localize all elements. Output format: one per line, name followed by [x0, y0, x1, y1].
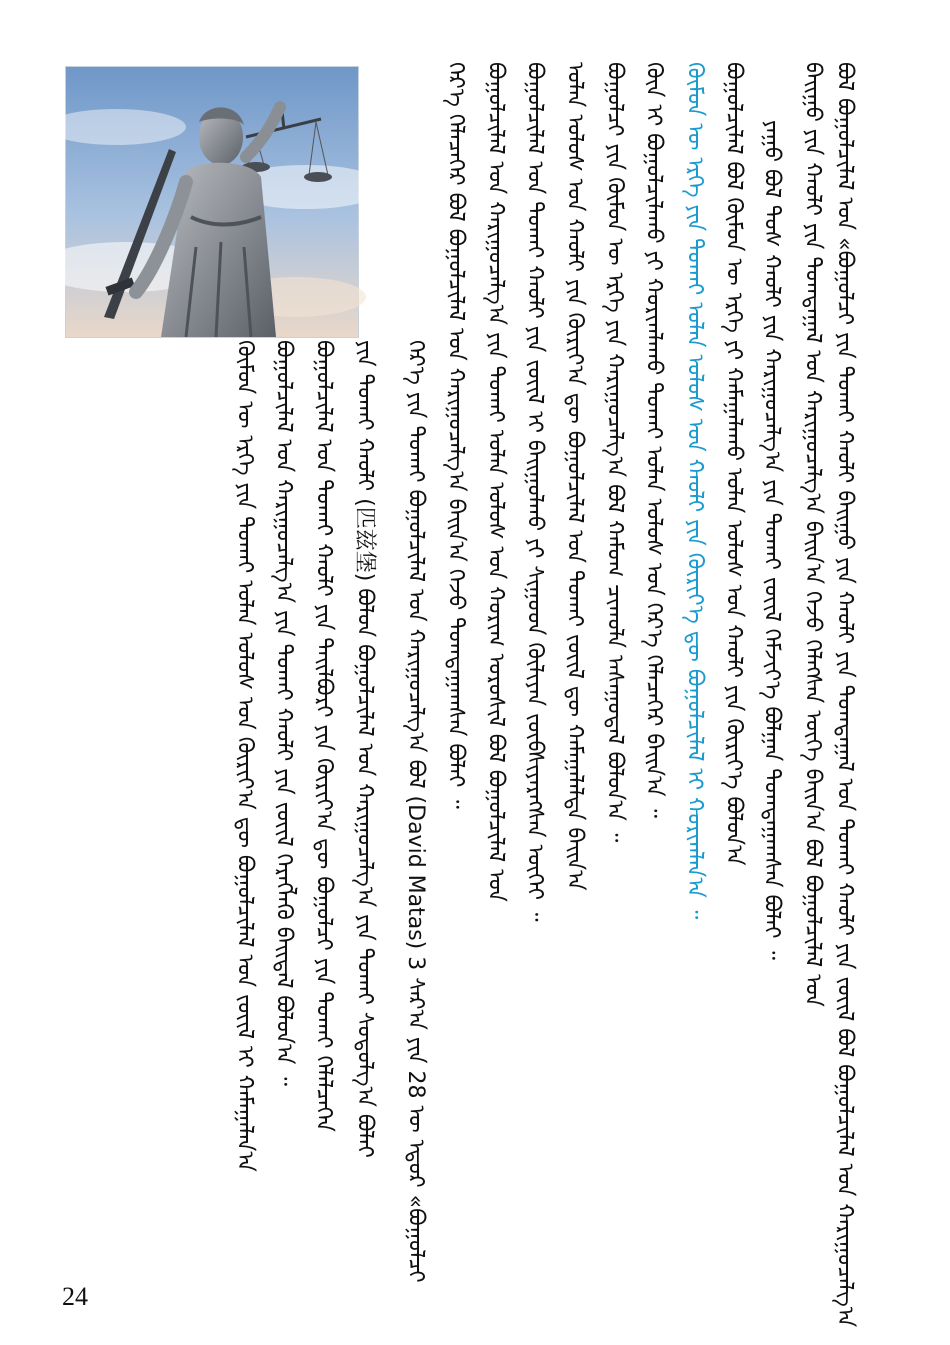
- text-column-16: ᠬᠦᠮᠦᠨ ᠦ ᠡᠷᠬᠡ ᠶᠢᠨ ᠲᠤᠬᠠᠢ ᠣᠯᠠᠨ ᠤᠯᠤᠰ ᠤᠨ ᠬᠦᠷᠢᠶ᠎ᠡᠨ ᠳᠦ ᠪᠣᠭᠣᠯᠴᠢᠯᠠᠯ ᠤᠨ ᠵᠦᠢᠯ ᠢ ᠬᠠᠮᠠᠭᠠᠯᠠᠨ᠎ᠠ: [232, 340, 257, 1172]
- text-column-3: ᠶᠠᠭᠤ ᠪᠣᠯ ᠲᠤᠰ ᠬᠠᠤᠯᠢ ᠶᠢᠨ ᠬᠠᠷᠢᠭᠤᠴᠠᠯᠭ᠎ᠠ ᠶᠢᠨ ᠲᠤᠬᠠᠢ ᠵᠦᠢᠯ ᠬᠡᠮᠵᠢᠶ᠎ᠡ ᠪᠣᠯᠭᠠᠨ ᠲᠣᠭᠲᠠᠭᠠᠭᠰᠠᠨ ᠪᠣᠯᠠᠢ ᠃: [759, 120, 784, 960]
- text-column-14: ᠪᠣᠭᠣᠯᠴᠢᠯᠠᠯ ᠤᠨ ᠲᠤᠬᠠᠢ ᠬᠠᠤᠯᠢ ᠶᠢᠨ ᠲᠠᠢᠯᠪᠤᠷᠢ ᠶᠢᠨ ᠬᠦᠷᠢᠶ᠎ᠡᠨ ᠳᠦ ᠪᠣᠭᠣᠯᠴᠢ ᠶᠢᠨ ᠲᠤᠬᠠᠢ ᠬᠡᠯᠡᠯᠴᠡᠭᠡᠨ: [311, 340, 336, 1132]
- text-column-9: ᠪᠣᠭᠣᠯᠴᠢᠯᠠᠯ ᠤᠨ ᠲᠤᠬᠠᠢ ᠬᠠᠤᠯᠢ ᠶᠢᠨ ᠵᠦᠢᠯ ᠢ ᠪᠠᠢᠭᠤᠯᠬᠤ ᠶᠢ ᠰᠢᠭᠤᠳ ᠬᠦᠯᠢᠶᠡᠨ ᠵᠥᠪᠰᠢᠶᠡᠷᠡᠭᠰᠡᠨ ᠦᠭᠡᠢ ᠃: [522, 62, 547, 922]
- text-column-8: ᠣᠯᠠᠨ ᠤᠯᠤᠰ ᠤᠨ ᠬᠠᠤᠯᠢ ᠶᠢᠨ ᠬᠦᠷᠢᠶ᠎ᠡᠨ ᠳᠦ ᠪᠣᠭᠣᠯᠴᠢᠯᠠᠯ ᠤᠨ ᠲᠤᠬᠠᠢ ᠵᠦᠢᠯ ᠳᠦ ᠬᠠᠮᠠᠭᠠᠯᠠᠯᠲᠠ ᠪᠠᠢᠨ᠎ᠠ: [562, 62, 587, 891]
- text-column-6: ᠬᠦᠨ ᠢ ᠪᠣᠭᠣᠯᠴᠢᠯᠠᠬᠤ ᠶᠢ ᠬᠣᠷᠢᠭᠯᠠᠬᠤ ᠲᠤᠬᠠᠢ ᠣᠯᠠᠨ ᠤᠯᠤᠰ ᠤᠨ ᠭᠡᠷ᠎ᠡ ᠬᠡᠯᠡᠴᠡᠭᠡᠷ ᠪᠠᠢᠨ᠎ᠠ ᠃: [641, 62, 666, 819]
- text-column-11: ᠭᠡᠷ᠎ᠡ ᠬᠡᠯᠡᠴᠡᠭᠡᠷ ᠪᠣᠯ ᠪᠣᠭᠣᠯᠴᠢᠯᠠᠯ ᠤᠨ ᠬᠠᠷᠢᠭᠤᠴᠠᠯᠭ᠎ᠠ ᠪᠠᠢᠨ᠎ᠠ ᠭᠡᠵᠦ ᠲᠣᠭᠲᠠᠭᠠᠭᠰᠠᠨ ᠪᠣᠯᠠᠢ ᠃: [443, 62, 468, 809]
- text-column-13: ᠶᠢᠨ ᠲᠤᠬᠠᠢ ᠬᠠᠤᠯᠢ (匹兹堡) ᠪᠣᠯᠤᠨ ᠪᠣᠭᠣᠯᠴᠢᠯᠠᠯ ᠤᠨ ᠬᠠᠷᠢᠭᠤᠴᠠᠯᠭ᠎ᠠ ᠶᠢᠨ ᠲᠤᠬᠠᠢ ᠰᠤᠳᠤᠯᠭ᠎ᠠ ᠪᠣᠯᠠᠢ: [352, 340, 377, 1158]
- text-column-15: ᠪᠣᠭᠣᠯᠴᠢᠯᠠᠯ ᠤᠨ ᠬᠠᠷᠢᠭᠤᠴᠠᠯᠭ᠎ᠠ ᠶᠢᠨ ᠲᠤᠬᠠᠢ ᠬᠠᠤᠯᠢ ᠶᠢᠨ ᠵᠦᠢᠯ ᠬᠡᠷᠡᠭᠯᠡᠬᠦ ᠪᠠᠢᠳᠠᠯ ᠪᠣᠯᠤᠨ᠎ᠠ ᠃: [271, 340, 296, 1086]
- text-column-10: ᠪᠣᠭᠣᠯᠴᠢᠯᠠᠯ ᠤᠨ ᠬᠠᠷᠢᠭᠤᠴᠠᠯᠭ᠎ᠠ ᠶᠢᠨ ᠲᠤᠬᠠᠢ ᠣᠯᠠᠨ ᠤᠯᠤᠰ ᠤᠨ ᠬᠣᠷᠢᠭ ᠣᠷᠣᠰᠢᠯ ᠪᠣᠯ ᠪᠣᠭᠣᠯᠴᠢᠯᠠᠯ ᠤᠨ: [483, 62, 508, 902]
- text-column-4: ᠪᠣᠭᠣᠯᠴᠢᠯᠠᠯ ᠪᠣᠯ ᠬᠦᠮᠦᠨ ᠦ ᠡᠷᠬᠡ ᠶᠢ ᠬᠠᠮᠠᠭᠠᠯᠠᠬᠤ ᠣᠯᠠᠨ ᠤᠯᠤᠰ ᠤᠨ ᠬᠠᠤᠯᠢ ᠶᠢᠨ ᠬᠦᠷᠢᠶ᠎ᠡ ᠪᠣᠯᠤᠨ᠎ᠠ: [721, 62, 746, 866]
- text-column-12: ᠭᠡᠷ᠎ᠡ ᠶᠢᠨ ᠲᠤᠬᠠᠢ ᠪᠣᠭᠣᠯᠴᠢᠯᠠᠯ ᠤᠨ ᠬᠠᠷᠢᠭᠤᠴᠠᠯᠭ᠎ᠠ ᠪᠣᠯ (David Matas) 3 ᠰᠠᠷ᠎ᠠ ᠶᠢᠨ 28 ᠦ ᠡᠳᠦᠷ «ᠪᠣᠭᠣᠯᠴᠢ: [403, 340, 428, 1283]
- justitia-statue-image: [66, 67, 358, 337]
- justitia-photo: [65, 66, 359, 338]
- text-column-heading: ᠬᠦᠮᠦᠨ ᠦ ᠡᠷᠬᠡ ᠶᠢᠨ ᠲᠤᠬᠠᠢ ᠣᠯᠠᠨ ᠤᠯᠤᠰ ᠤᠨ ᠬᠠᠤᠯᠢ ᠶᠢᠨ ᠬᠦᠷᠢᠶ᠎ᠡ ᠳᠦ ᠪᠣᠭᠣᠯᠴᠢᠯᠠᠯ ᠢ ᠬᠣᠷᠢᠭᠯᠠᠨ᠎ᠠ ᠃: [682, 62, 707, 920]
- text-column-1: ᠪᠣᠯ ᠪᠣᠭᠣᠯᠴᠢᠯᠠᠯ ᠤᠨ «ᠪᠣᠭᠣᠯᠴᠢ ᠶᠢᠨ ᠲᠤᠬᠠᠢ ᠬᠠᠤᠯᠢ ᠪᠠᠢᠭᠤ ᠶᠢᠨ ᠬᠠᠤᠯᠢ ᠶᠢᠨ ᠲᠣᠭᠲᠠᠭᠠᠯ ᠤᠨ ᠲᠤᠬᠠᠢ ᠬᠠᠤᠯᠢ ᠶᠢᠨ ᠵᠦᠢᠯ ᠪᠣᠯ ᠪᠣᠭᠣᠯᠴᠢᠯᠠᠯ ᠤᠨ ᠬᠠᠷᠢᠭᠤᠴᠠᠯᠭ᠎ᠠ: [832, 62, 857, 1328]
- text-column-2: ᠪᠠᠢᠭᠤ ᠶᠢᠨ ᠬᠠᠤᠯᠢ ᠶᠢᠨ ᠲᠣᠭᠲᠠᠭᠠᠯ ᠤᠨ ᠬᠠᠷᠢᠭᠤᠴᠠᠯᠭ᠎ᠠ ᠪᠠᠢᠨ᠎ᠠ ᠭᠡᠵᠦ ᠬᠡᠯᠡᠭᠰᠡᠨ ᠦᠭᠡ ᠪᠠᠢᠨ᠎ᠠ ᠪᠣᠯ ᠪᠣᠭᠣᠯᠴᠢᠯᠠᠯ ᠤᠨ: [800, 62, 825, 1007]
- text-column-7: ᠪᠣᠭᠣᠯᠴᠢ ᠶᠢᠨ ᠬᠦᠮᠦᠨ ᠦ ᠡᠷᠬᠡ ᠶᠢᠨ ᠬᠠᠷᠢᠭᠤᠴᠠᠯᠭ᠎ᠠ ᠪᠣᠯ ᠬᠠᠮᠤᠭ ᠴᠢᠬᠤᠯᠠ ᠠᠰᠠᠭᠤᠳᠠᠯ ᠪᠣᠯᠤᠨ᠎ᠠ ᠃: [602, 62, 627, 843]
- page-number: 24: [62, 1282, 88, 1311]
